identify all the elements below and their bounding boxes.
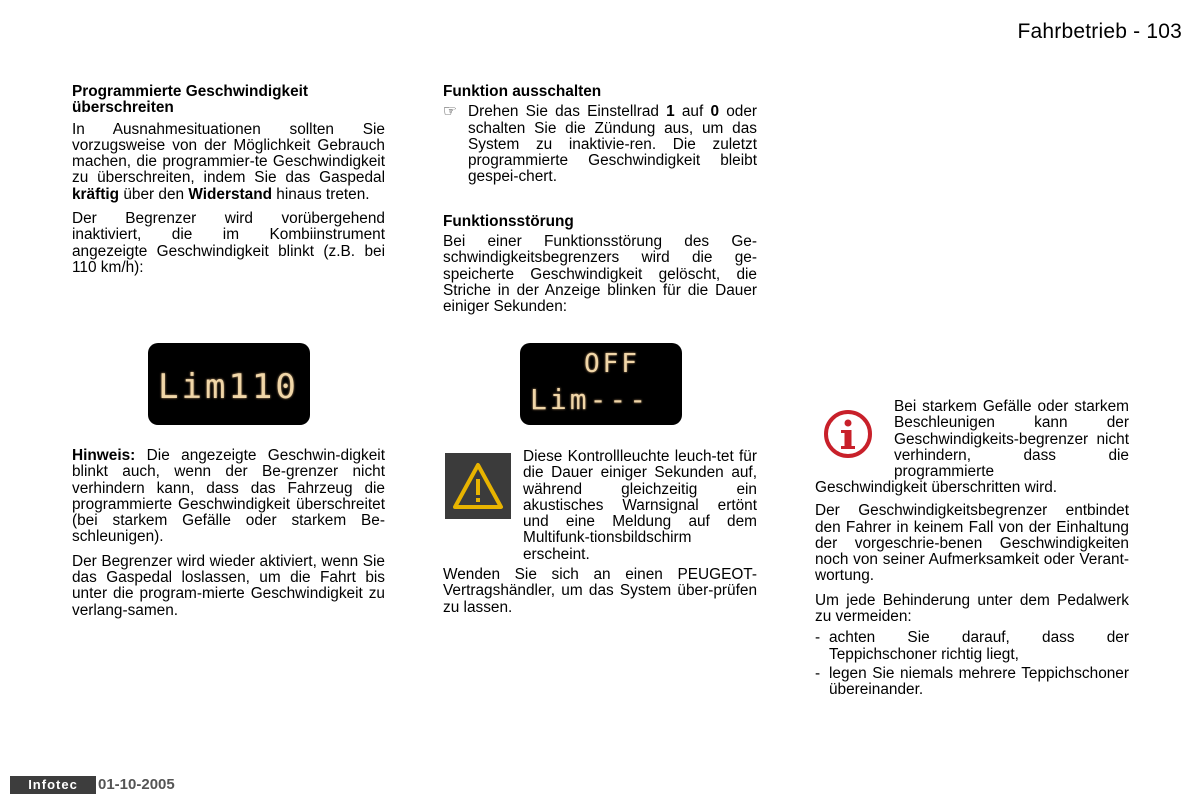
column-middle — [443, 84, 757, 324]
bold-text: kräftig — [72, 185, 120, 203]
list-item-text: achten Sie darauf, dass der Teppichschoner richtig liegt, — [829, 629, 1129, 663]
text-run: über den — [119, 185, 189, 203]
paragraph-reactivate: Der Begrenzer wird wieder aktiviert, wenn Sie das Gaspedal loslassen, um die Fahrt bis unter die program-mierte Geschwindigkeit zu verlang-samen. — [72, 552, 385, 619]
text-run: oder schalten Sie die Zündung aus, um das System zu inaktivie-ren. Die zuletzt programmierte Geschwindigkeit bleibt gespei-chert. — [468, 103, 757, 186]
footer-date: 01-10-2005 — [98, 776, 175, 793]
list-item-text: legen Sie niemals mehrere Teppichschoner übereinander. — [829, 664, 1129, 699]
text-run: Drehen Sie das Einstellrad — [468, 103, 667, 121]
infotec-logo: Infotec — [10, 776, 96, 794]
display-lim-dashes: Lim--- — [530, 383, 650, 416]
heading-exceed: Programmierte Geschwindigkeit überschreiten — [72, 83, 309, 117]
dash-marker: - — [815, 664, 821, 682]
paragraph-inactive: Der Begrenzer wird vorübergehend inaktiviert, die im Kombiinstrument angezeigte Geschwindigkeit blinkt (z.B. bei 110 km/h): — [72, 210, 385, 276]
bold-text: Widerstand — [188, 185, 273, 203]
warning-lamp-text: Diese Kontrollleuchte leuch-tet für die Dauer einiger Sekunden auf, während gleichzeitig ein akustisches Warnsignal ertönt und eine Meldung auf dem Multifunk-tionsbildschirm erscheint. — [523, 448, 757, 563]
heading-malfunction: Funktionsstörung — [443, 212, 574, 230]
paragraph-dealer: Wenden Sie sich an einen PEUGEOT-Vertragshändler, um das System über-prüfen zu lassen. — [443, 566, 757, 616]
warning-triangle-icon — [445, 453, 511, 519]
section-title: Fahrbetrieb — [1017, 20, 1128, 43]
page-header — [1018, 20, 1183, 44]
info-text-continued: Geschwindigkeit überschritten wird. — [815, 479, 1058, 496]
off-display — [520, 343, 682, 425]
text-run: auf — [674, 103, 711, 121]
note-label: Hinweis: — [72, 447, 136, 464]
info-text-block — [894, 399, 1129, 480]
text-run: hinaus treten. — [272, 185, 370, 203]
list-item — [815, 630, 1129, 663]
info-icon — [822, 408, 874, 465]
paragraph-malfunction: Bei einer Funktionsstörung des Ge-schwindigkeitsbegrenzers wird die ge-speicherte Geschwindigkeit gelöscht, die Striche in der Anzeige blinken für die Dauer einiger Sekunden: — [443, 233, 757, 316]
text-run: Die angezeigte Geschwin-digkeit blinkt auch, wenn der Be-grenzer nicht verhindern kann, dass das Fahrzeug die programmierte Geschwindigkeit überschreitet (bei starkem Gefälle oder starkem Be-schleunigen). — [72, 447, 385, 546]
column-right — [815, 480, 1129, 699]
page-number: 103 — [1146, 20, 1182, 43]
display-readout: Lim110 — [158, 367, 299, 407]
header-separator: - — [1127, 20, 1147, 43]
note-paragraph — [72, 448, 385, 546]
column-middle-lower — [443, 567, 757, 624]
paragraph-pedal: Um jede Behinderung unter dem Pedalwerk zu vermeiden: — [815, 591, 1129, 626]
warning-lamp-box — [445, 453, 511, 519]
text-run: In Ausnahmesituationen sollten Sie vorzugsweise von der Möglichkeit Gebrauch machen, die programmier-te Geschwindigkeit zu überschreiten, indem Sie das Gaspedal — [72, 120, 385, 187]
speed-display-110 — [148, 343, 310, 425]
instruction-text — [468, 104, 757, 185]
info-text-indented: Bei starkem Gefälle oder starkem Beschleunigen kann der Geschwindigkeits-begrenzer nicht verhindern, dass die programmierte — [894, 398, 1129, 481]
list-item — [815, 666, 1129, 699]
dash-marker: - — [815, 629, 821, 647]
warning-text-block — [523, 449, 757, 571]
column-left-lower — [72, 448, 385, 627]
heading-switch-off: Funktion ausschalten — [443, 83, 602, 100]
column-left — [72, 84, 385, 284]
paragraph-exceed — [72, 122, 385, 203]
paragraph-responsibility: Der Geschwindigkeitsbegrenzer entbindet den Fahrer in keinem Fall von der Einhaltung der vorgeschrie-benen Geschwindigkeiten noch von seiner Aufmerksamkeit oder Verant-wortung. — [815, 502, 1129, 585]
bold-text: 0 — [710, 103, 720, 121]
bold-text: 1 — [666, 103, 675, 121]
display-off: OFF — [584, 349, 640, 379]
pointing-hand-icon: ☞ — [443, 103, 457, 121]
instruction-item — [443, 104, 757, 185]
